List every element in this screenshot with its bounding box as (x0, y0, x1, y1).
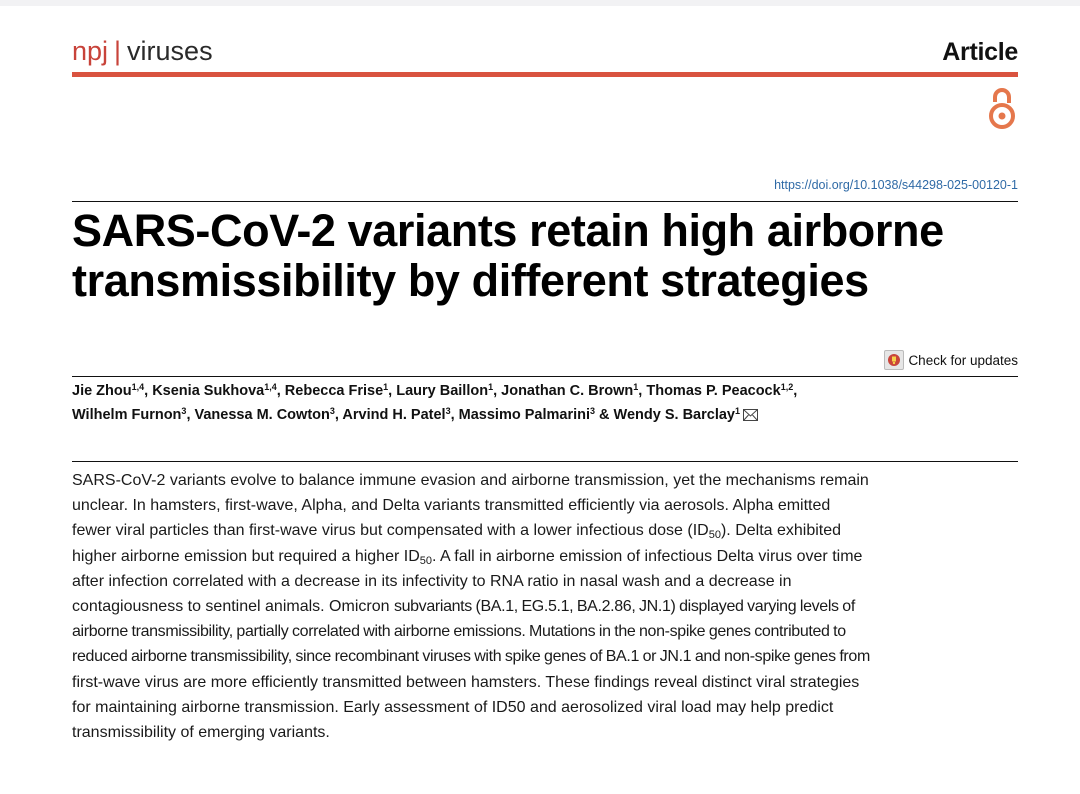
journal-separator: | (114, 36, 122, 66)
header-rule (72, 72, 1018, 77)
check-for-updates-label: Check for updates (908, 352, 1018, 368)
journal-prefix: npj (72, 36, 109, 66)
author-separator: , (793, 383, 798, 399)
open-access-icon[interactable] (985, 86, 1019, 132)
author-separator: , (638, 383, 647, 399)
email-icon[interactable] (743, 409, 758, 421)
abstract-subscript: 50 (419, 554, 432, 567)
author-name: Wilhelm Furnon (72, 407, 182, 423)
journal-title: viruses (127, 36, 213, 66)
author-separator: , (144, 383, 153, 399)
author-name: Wendy S. Barclay (613, 407, 735, 423)
author[interactable] (459, 407, 595, 423)
abstract-text: first-wave virus are more efficiently transmitted between hamsters. These findings reveal distinct viral strategies for maintaining airborne transmission. Early assessment of ID50 and aerosolized viral load may help predict transmissibility of emerging variants. (72, 673, 860, 742)
author-list (72, 379, 1018, 427)
author-separator: , (276, 383, 285, 399)
author-affiliation: 3 (181, 406, 187, 416)
author[interactable] (285, 383, 388, 399)
author-affiliation: 1 (488, 382, 494, 392)
author-name: Rebecca Frise (284, 383, 384, 399)
author-separator: , (450, 407, 459, 423)
check-for-updates-button[interactable] (884, 350, 1018, 370)
author-name: Jie Zhou (72, 383, 132, 399)
doi-link[interactable]: https://doi.org/10.1038/s44298-025-00120-1 (774, 178, 1018, 192)
article-title: SARS-CoV-2 variants retain high airborne transmissibility by different strategies (72, 205, 944, 306)
author-separator: , (493, 383, 502, 399)
abstract (72, 468, 872, 745)
author[interactable] (195, 407, 335, 423)
top-strip (0, 0, 1080, 6)
abstract-top-rule (72, 461, 1018, 462)
check-for-updates-icon (884, 350, 904, 370)
author[interactable] (396, 383, 493, 399)
author-affiliation: 1 (734, 406, 740, 416)
abstract-text: SARS-CoV-2 variants evolve to balance immune evasion and airborne transmission, yet the mechanisms remain unclear. In hamsters, first-wave, Alpha, and Delta variants transmitted efficiently via aerosols. Alpha emitted fewer viral particles than first-wave virus but compensated with a lower infectious dose (ID (72, 472, 869, 540)
author-affiliation: 3 (590, 406, 596, 416)
author[interactable] (152, 383, 277, 399)
author[interactable] (614, 407, 740, 423)
author-affiliation: 1,4 (264, 382, 277, 392)
author-separator: & (595, 407, 614, 423)
author-name: Laury Baillon (396, 383, 489, 399)
author[interactable] (342, 407, 450, 423)
author-name: Massimo Palmarini (458, 407, 590, 423)
journal-name[interactable] (72, 34, 213, 68)
title-top-rule (72, 201, 1018, 202)
author-name: Thomas P. Peacock (646, 383, 781, 399)
abstract-text: ). Delta exhibited higher airborne emission but required a higher ID (72, 522, 842, 565)
author-affiliation: 1,2 (780, 382, 794, 392)
abstract-text: . A fall in airborne emission of infectious Delta virus over time after infection correlated with a decrease in its infectivity to RNA ratio in nasal wash and a decrease in contagiousness to sentinel animals. Omicron (72, 547, 863, 616)
author-separator: , (334, 407, 343, 423)
author[interactable] (72, 383, 144, 399)
abstract-subscript: 50 (708, 529, 721, 542)
authors-top-rule (72, 376, 1018, 377)
author-affiliation: 3 (445, 406, 451, 416)
abstract-text: subvariants (BA.1, EG.5.1, BA.2.86, JN.1) displayed varying levels of airborne transmissibility, partially correlated with airborne emissions. Mutations in the non-spike genes contributed to reduced airborne transmissibility, since recombinant viruses with spike genes of BA.1 or JN.1 and non-spike genes from (72, 598, 870, 666)
author[interactable] (72, 407, 186, 423)
author-separator: , (186, 407, 195, 423)
author-name: Arvind H. Patel (342, 407, 446, 423)
author-name: Jonathan C. Brown (501, 383, 634, 399)
author-affiliation: 3 (329, 406, 335, 416)
author-affiliation: 1 (383, 382, 389, 392)
author[interactable] (646, 383, 793, 399)
author[interactable] (501, 383, 638, 399)
author-affiliation: 1 (633, 382, 639, 392)
article-type-label: Article (942, 38, 1018, 66)
author-affiliation: 1,4 (131, 382, 145, 392)
author-name: Vanessa M. Cowton (194, 407, 330, 423)
author-separator: , (388, 383, 397, 399)
author-name: Ksenia Sukhova (152, 383, 265, 399)
